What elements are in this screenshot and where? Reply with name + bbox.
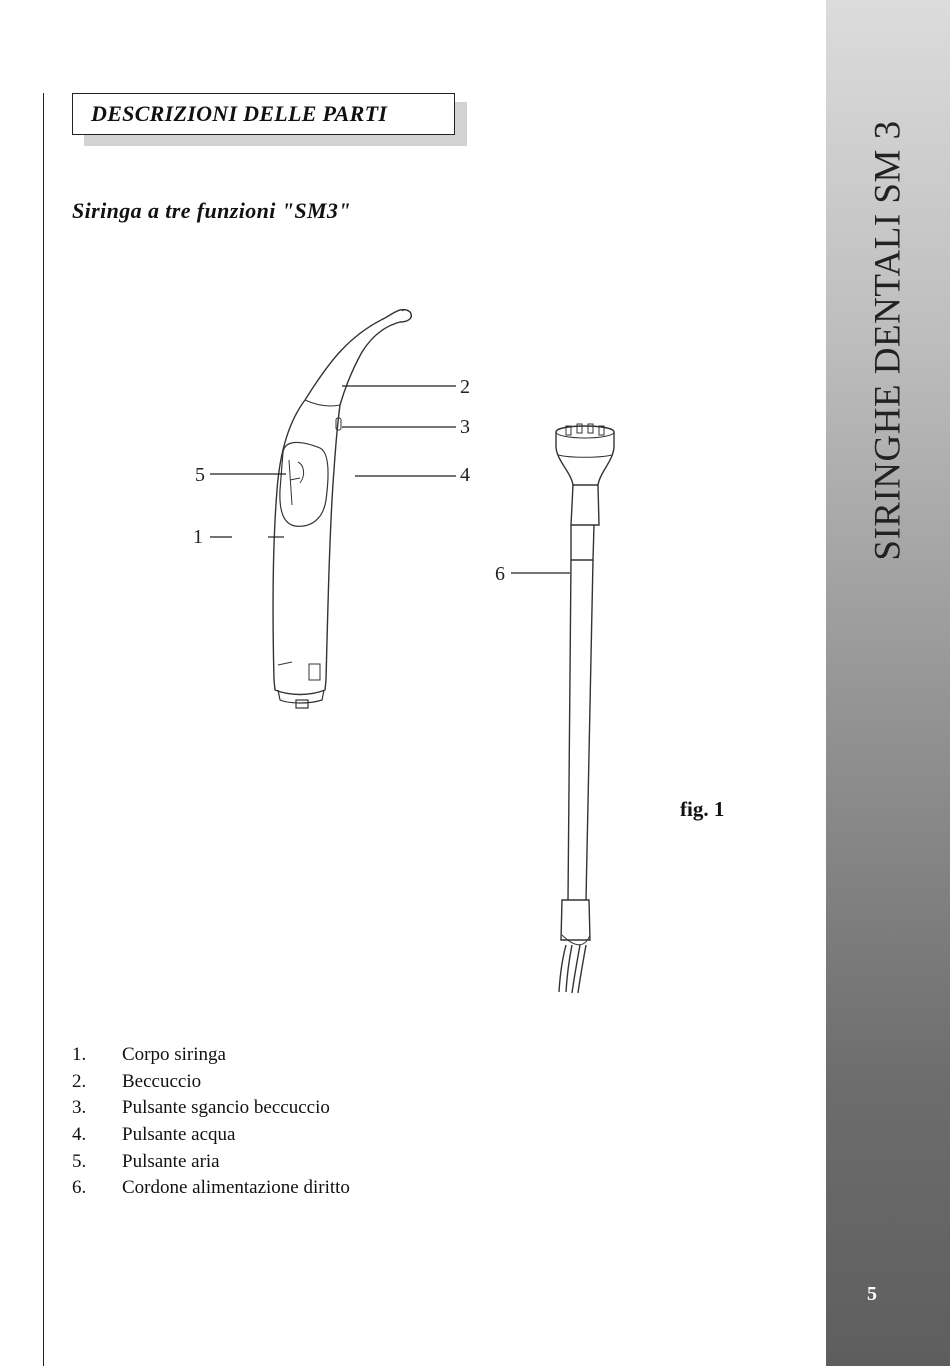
- list-item: [72, 1042, 350, 1069]
- list-item: [72, 1122, 350, 1149]
- syringe-illustration: [273, 310, 411, 708]
- syringe-nozzle: [305, 310, 411, 405]
- parts-list: [72, 1042, 350, 1202]
- subtitle: Siringa a tre funzioni "SM3": [72, 198, 351, 223]
- list-item-number: 3.: [72, 1097, 87, 1119]
- list-item-label: Pulsante sgancio beccuccio: [122, 1097, 330, 1119]
- cable-tube: [568, 560, 593, 900]
- list-item-number: 5.: [72, 1150, 87, 1172]
- list-item: [72, 1069, 350, 1096]
- sidebar-title-wrap: [826, 0, 950, 560]
- list-item-label: Corpo siringa: [122, 1044, 226, 1066]
- callout-5: 5: [195, 464, 205, 486]
- figure-caption: fig. 1: [680, 797, 725, 821]
- list-item-number: 6.: [72, 1177, 87, 1199]
- list-item-label: Pulsante aria: [122, 1150, 220, 1172]
- callout-4: 4: [460, 464, 470, 486]
- list-item-label: Beccuccio: [122, 1070, 202, 1092]
- callout-6: 6: [495, 563, 505, 585]
- button-panel: [280, 442, 328, 526]
- callout-1: 1: [193, 526, 203, 548]
- list-item: [72, 1148, 350, 1175]
- list-item-number: 4.: [72, 1124, 87, 1146]
- list-item-label: Pulsante acqua: [122, 1124, 236, 1146]
- cable-connector: [556, 426, 614, 485]
- list-item-label: Cordone alimentazione diritto: [122, 1177, 350, 1199]
- callout-2: 2: [460, 376, 470, 398]
- list-item: [72, 1175, 350, 1202]
- sidebar-title: SIRINGHE DENTALI SM 3: [867, 119, 909, 561]
- callout-3: 3: [460, 416, 470, 438]
- leader-lines: [210, 386, 570, 573]
- list-item-number: 2.: [72, 1070, 87, 1092]
- sidebar: [826, 0, 950, 1366]
- cable-illustration: [556, 424, 614, 993]
- page-number: 5: [867, 1283, 877, 1305]
- list-item: [72, 1095, 350, 1122]
- list-item-number: 1.: [72, 1044, 87, 1066]
- section-title: DESCRIZIONI DELLE PARTI: [91, 101, 388, 126]
